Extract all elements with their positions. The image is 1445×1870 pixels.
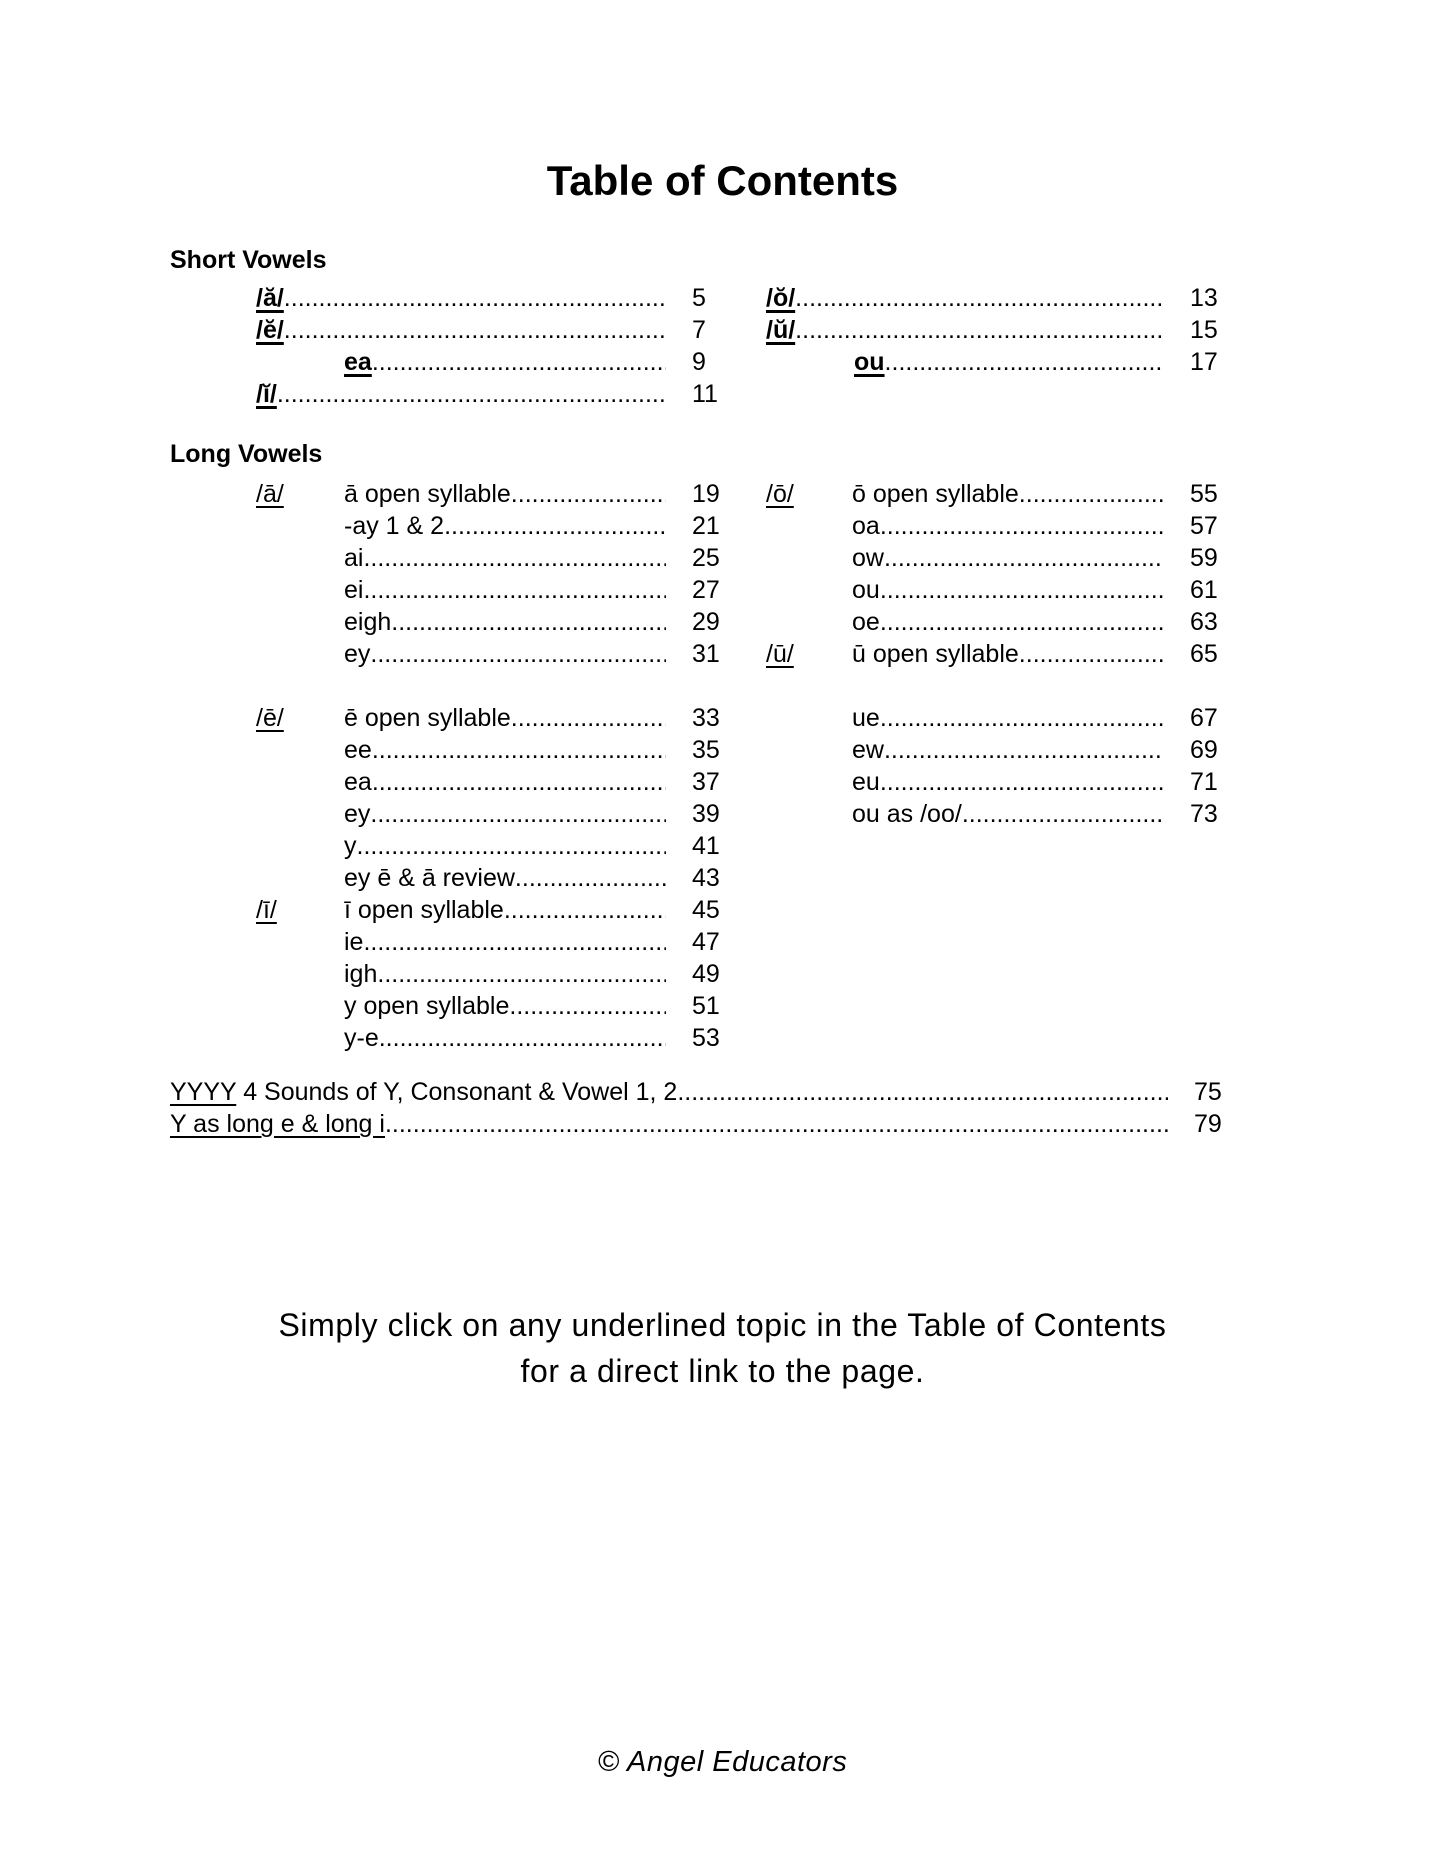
page-number: 25 xyxy=(692,544,720,572)
page-number: 63 xyxy=(1190,608,1218,636)
page-number: 67 xyxy=(1190,704,1218,732)
page-number: 55 xyxy=(1190,480,1218,508)
page-number: 49 xyxy=(692,960,720,988)
dot-leader xyxy=(370,638,666,670)
page-number: 27 xyxy=(692,576,720,604)
spacer-row xyxy=(766,670,1246,702)
toc-entry-label: ou as /oo/ xyxy=(852,800,962,828)
toc-row xyxy=(256,926,748,958)
dot-leader xyxy=(677,1076,1168,1108)
dot-leader xyxy=(372,734,666,766)
toc-row xyxy=(256,638,748,670)
toc-row xyxy=(766,734,1246,766)
toc-row xyxy=(256,862,748,894)
toc-entry-label: ā open syllable xyxy=(344,480,511,508)
toc-link[interactable]: YYYY xyxy=(170,1078,237,1106)
toc-link[interactable]: /ĕ/ xyxy=(256,316,284,344)
page-number: 61 xyxy=(1190,576,1218,604)
long-vowels-right-column xyxy=(766,478,1246,1054)
toc-row xyxy=(256,378,748,410)
toc-entry-label: -ay 1 & 2 xyxy=(344,512,445,540)
toc-entry-label: ea xyxy=(344,768,372,796)
dot-leader xyxy=(277,378,666,410)
toc-row xyxy=(766,478,1246,510)
dot-leader xyxy=(1019,478,1164,510)
page-number: 15 xyxy=(1190,316,1218,344)
dot-leader xyxy=(880,766,1164,798)
dot-leader xyxy=(962,798,1164,830)
page-number: 57 xyxy=(1190,512,1218,540)
toc-row xyxy=(766,314,1246,346)
dot-leader xyxy=(509,990,666,1022)
dot-leader xyxy=(357,830,667,862)
instruction-note-line2: for a direct link to the page. xyxy=(520,1353,925,1389)
toc-entry-label: ē open syllable xyxy=(344,704,511,732)
toc-entry-label: ō open syllable xyxy=(852,480,1019,508)
toc-entry-label: oe xyxy=(852,608,880,636)
toc-entry-label: y-e xyxy=(344,1024,379,1052)
toc-link[interactable]: /ī/ xyxy=(256,896,277,924)
dot-leader xyxy=(379,1022,666,1054)
short-vowels-columns xyxy=(256,282,1445,410)
toc-row xyxy=(766,798,1246,830)
toc-link[interactable]: /ō/ xyxy=(766,480,794,508)
toc-row xyxy=(256,990,748,1022)
dot-leader xyxy=(363,542,666,574)
toc-entry-label: ey ē & ā review xyxy=(344,864,515,892)
phoneme-label-cell xyxy=(766,638,852,670)
dot-leader xyxy=(363,574,666,606)
dot-leader xyxy=(284,314,666,346)
toc-link[interactable]: /ŭ/ xyxy=(766,316,796,344)
toc-entry-label: ue xyxy=(852,704,880,732)
toc-row xyxy=(256,346,748,378)
toc-entry-label: ū open syllable xyxy=(852,640,1019,668)
toc-entry-label: ew xyxy=(852,736,884,764)
page-number: 69 xyxy=(1190,736,1218,764)
toc-row xyxy=(256,314,748,346)
dot-leader xyxy=(284,282,666,314)
page-number: 73 xyxy=(1190,800,1218,828)
toc-link[interactable]: /ŏ/ xyxy=(766,284,796,312)
page-number: 5 xyxy=(692,284,706,312)
dot-leader xyxy=(370,798,666,830)
toc-entry-label: ey xyxy=(344,800,371,828)
copyright-footer: © Angel Educators xyxy=(597,1746,848,1778)
toc-row xyxy=(256,830,748,862)
dot-leader xyxy=(884,542,1164,574)
toc-row xyxy=(256,542,748,574)
toc-link[interactable]: /ĭ/ xyxy=(256,380,277,408)
toc-link[interactable]: Y as long e & long i xyxy=(170,1110,385,1138)
toc-entry-label: eu xyxy=(852,768,880,796)
toc-row xyxy=(256,510,748,542)
toc-link[interactable]: /ā/ xyxy=(256,480,284,508)
short-vowels-right-column xyxy=(766,282,1246,410)
toc-row xyxy=(170,1108,1250,1140)
toc-entry-label: ee xyxy=(344,736,372,764)
page-number: 11 xyxy=(692,380,718,408)
phoneme-label-cell xyxy=(256,702,344,734)
phoneme-label-cell xyxy=(766,478,852,510)
toc-entry-rest: 4 Sounds of Y, Consonant & Vowel 1, 2 xyxy=(236,1078,678,1106)
toc-entry-label xyxy=(170,1076,677,1108)
toc-entry-label: ow xyxy=(852,544,884,572)
dot-leader xyxy=(885,346,1164,378)
page-number: 29 xyxy=(692,608,720,636)
dot-leader xyxy=(795,282,1164,314)
instruction-note xyxy=(0,1302,1445,1394)
toc-row xyxy=(256,894,748,926)
toc-row xyxy=(766,282,1246,314)
toc-row xyxy=(766,542,1246,574)
dot-leader xyxy=(880,510,1164,542)
page-number: 45 xyxy=(692,896,720,924)
toc-entry-label: ie xyxy=(344,928,364,956)
dot-leader xyxy=(880,702,1164,734)
dot-leader xyxy=(1019,638,1164,670)
page-number: 31 xyxy=(692,640,720,668)
phoneme-label-cell xyxy=(256,478,344,510)
spacer-row xyxy=(766,378,1246,410)
toc-link[interactable]: /ă/ xyxy=(256,284,284,312)
dot-leader xyxy=(880,606,1164,638)
bottom-entries xyxy=(170,1076,1250,1140)
page-number: 37 xyxy=(692,768,720,796)
toc-row xyxy=(170,1076,1250,1108)
page-number: 13 xyxy=(1190,284,1218,312)
toc-entry-label: igh xyxy=(344,960,378,988)
toc-entry-label: ai xyxy=(344,544,364,572)
dot-leader xyxy=(795,314,1164,346)
dot-leader xyxy=(372,346,666,378)
page-number: 43 xyxy=(692,864,720,892)
toc-entry-label: y xyxy=(344,832,357,860)
dot-leader xyxy=(377,958,666,990)
toc-row xyxy=(256,798,748,830)
dot-leader xyxy=(880,574,1164,606)
instruction-note-line1: Simply click on any underlined topic in the Table of Contents xyxy=(278,1307,1167,1343)
page-number: 17 xyxy=(1190,348,1218,376)
phoneme-label-cell xyxy=(256,894,344,926)
page-number: 47 xyxy=(692,928,720,956)
dot-leader xyxy=(363,926,666,958)
toc-row xyxy=(256,734,748,766)
toc-row xyxy=(256,282,748,314)
toc-row xyxy=(256,606,748,638)
page-number: 51 xyxy=(692,992,720,1020)
toc-row xyxy=(256,766,748,798)
page-number: 65 xyxy=(1190,640,1218,668)
toc-entry-label: eigh xyxy=(344,608,392,636)
toc-entry-label: ei xyxy=(344,576,364,604)
toc-entry-label: ī open syllable xyxy=(344,896,504,924)
dot-leader xyxy=(391,606,666,638)
page-number: 41 xyxy=(692,832,720,860)
toc-entry-label: y open syllable xyxy=(344,992,510,1020)
page-title: Table of Contents xyxy=(546,157,899,204)
page-number: 7 xyxy=(692,316,706,344)
toc-entry-label: oa xyxy=(852,512,880,540)
short-vowels-left-column xyxy=(256,282,748,410)
toc-row xyxy=(766,510,1246,542)
page-number: 71 xyxy=(1190,768,1218,796)
dot-leader xyxy=(884,734,1164,766)
dot-leader xyxy=(504,894,666,926)
toc-entry-label xyxy=(170,1108,385,1140)
toc-entry-label: ou xyxy=(852,576,880,604)
section-heading-short-vowels: Short Vowels xyxy=(170,246,327,274)
toc-row xyxy=(256,958,748,990)
dot-leader xyxy=(385,1108,1168,1140)
dot-leader xyxy=(372,766,666,798)
page-number: 59 xyxy=(1190,544,1218,572)
toc-row xyxy=(766,702,1246,734)
toc-link[interactable]: ou xyxy=(854,348,885,376)
toc-link[interactable]: ea xyxy=(344,348,372,376)
toc-row xyxy=(256,478,748,510)
toc-row xyxy=(256,574,748,606)
dot-leader xyxy=(515,862,666,894)
toc-row xyxy=(766,346,1246,378)
page-number: 75 xyxy=(1194,1078,1222,1106)
page-number: 79 xyxy=(1194,1110,1222,1138)
dot-leader xyxy=(511,702,666,734)
page-number: 53 xyxy=(692,1024,720,1052)
page-number: 21 xyxy=(692,512,720,540)
toc-entry-label: ey xyxy=(344,640,371,668)
section-heading-long-vowels: Long Vowels xyxy=(170,440,323,468)
toc-row xyxy=(766,638,1246,670)
page-number: 19 xyxy=(692,480,720,508)
dot-leader xyxy=(511,478,666,510)
long-vowels-columns xyxy=(256,478,1445,1054)
page-number: 9 xyxy=(692,348,706,376)
toc-row xyxy=(256,702,748,734)
toc-row xyxy=(766,574,1246,606)
page-number: 35 xyxy=(692,736,720,764)
dot-leader xyxy=(444,510,666,542)
toc-row xyxy=(766,766,1246,798)
toc-row xyxy=(766,606,1246,638)
page-number: 39 xyxy=(692,800,720,828)
spacer-row xyxy=(256,670,748,702)
toc-row xyxy=(256,1022,748,1054)
toc-link[interactable]: /ū/ xyxy=(766,640,794,668)
long-vowels-left-column xyxy=(256,478,748,1054)
toc-link[interactable]: /ē/ xyxy=(256,704,284,732)
page-number: 33 xyxy=(692,704,720,732)
